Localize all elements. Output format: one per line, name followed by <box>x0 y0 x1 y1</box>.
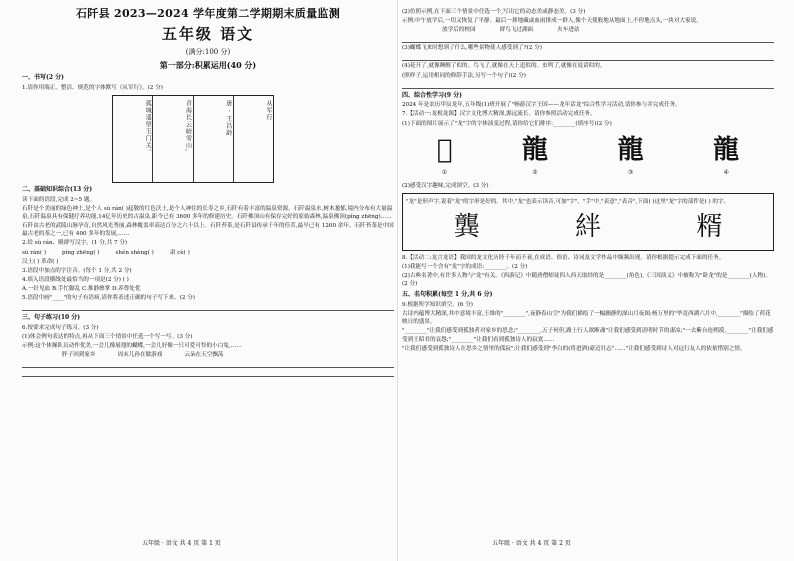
question-4-options: A.一针见血 B.手忙脚乱 C.推静擦掌 D.养尊处优 <box>22 286 141 292</box>
exam-title: 石阡县 2023—2024 学年度第二学期期末质量监测 <box>76 7 340 20</box>
question-r4b: (照样子,运用相同的修辞手法,另写一个句子)(2 分) <box>402 72 526 79</box>
fold-line <box>397 0 398 561</box>
question-4: 4.填入语段横线处最恰当的一项是(2 分) ( ) <box>22 276 129 283</box>
dragon-glyph-2: 龍 ② <box>521 134 548 177</box>
dragon-glyph-3: 龍 ③ <box>617 134 644 177</box>
page-right <box>402 0 774 561</box>
pinyin-blank[interactable]: shén shèng( ) <box>115 249 154 256</box>
scene-option: 云朵在天空飘荡 <box>184 352 224 359</box>
dragon-glyph-4: 龍 ④ <box>713 134 740 177</box>
question-r3: (3)蝴蝶飞来时想到了什么,哪些景物使人感受到了?(2 分) <box>402 45 542 52</box>
poem-author: 唐 · 王昌龄 <box>194 96 234 182</box>
answer-line[interactable] <box>402 35 774 43</box>
grade-subject: 五年级 语文 <box>161 24 255 43</box>
answer-line[interactable] <box>22 360 394 368</box>
pinyin-blank[interactable]: sù rán( ) <box>22 249 47 256</box>
dragon-glyphs <box>402 132 774 178</box>
question-9a: 古诗内蕴博大精深,其中意境丰富,王维的"________",夜静春山空"为我们描绘了一幅幽静的深山月夜图;杨万里的"毕竟西湖六月中,________"描绘了荷花映日的盛景。 <box>402 311 771 326</box>
scene-options <box>442 26 774 34</box>
question-9b: "________"让我们感受到孤独者对家乡的思念;"________,五子何但,路上行人欲断魂"让我们感受到清明时节的凄凉;"一去紫台连朔漠,________"让我们感受到王昭君的哀怨;"________"让我们看到孤独诗人的寂寞…… <box>402 328 774 343</box>
question-r2-example: 示例:中午放学后,一切又恢复了平静。最后一排地藏或血雨排成一群人,像个天使般地从地面上,不停地点头,一块对大家说。 <box>402 18 702 25</box>
question-8: 8.【活动二:龙言龙语】我国的龙文化历经千年而不衰,在成语、俗语、诗词及文学作品中频频出现。请你根据提示完成下面的任务。 <box>402 254 725 261</box>
answer-line[interactable] <box>402 81 774 89</box>
pinyin-blank[interactable]: píng zhēng( ) <box>62 249 100 256</box>
question-6a: (1)体会例句表达的特点,再从下面三个情景中任选一个写一写。(3 分) <box>22 334 193 341</box>
seal-glyph: 糈 <box>696 212 723 243</box>
pinyin-row <box>22 249 394 257</box>
scene-option: 周末儿孙在做游戏 <box>117 352 163 359</box>
question-8b: (2)古典名著中,有许多人物与"龙"有关。《西游记》中随唐僧师徒四人西天取经的是________(角色),《三国演义》中被称为"卧龙"的是________(人物)。(2 分) <box>402 273 771 288</box>
page-left <box>22 0 394 561</box>
passage-paragraph: 石阡是个美丽的绿色神土,是个人 sù rán( )起敬的红色沃土,是个人神往的长寿之乡,石阡有着丰富的温泉资源。石阡温泉水,树木葱郁,境内分布有大量温泉,石阡温泉具有保健疗养功能,14亿年历史的古温泉,距今已有 3600 多年的修建历史。石阡佛顶山有保存完好的原始森林,温泉佛顶(pǐng zhēng)…… <box>22 206 393 221</box>
section-4-intro: 2024 年是农历甲辰龙年,五年级(1)班开展了"畅游汉字王国——龙年话龙"综合性学习活动,请你参与并完成任务。 <box>402 102 681 109</box>
poem-grid <box>112 95 274 183</box>
part-heading: 第一部分:积累运用(40 分) <box>159 59 257 70</box>
question-2: 2.给 sù rán、殿群写汉字。(1 分,共 7 分) <box>22 240 128 247</box>
dragon-glyph-1: 𢖨 ① <box>436 134 453 177</box>
section-2-intro: 读下面的语段,完成 2~5 题。 <box>22 196 96 203</box>
glyph-frame <box>402 193 774 251</box>
seal-glyph: 龔 <box>453 212 480 243</box>
answer-line[interactable] <box>402 53 774 61</box>
answer-line[interactable] <box>22 303 394 311</box>
page-footer: 五年级 · 语文 共 4 页 第 2 页 <box>492 540 571 548</box>
seal-glyphs <box>406 209 770 247</box>
frame-text: "龙"是形声字,说着"龙"的字形是好的。其中,"龙"也表示读音,可加"字"、"手"中,"表意","表音",下面( )这里"龙"字的部件是( ) 的字。 <box>406 199 730 206</box>
question-9: 9.根据所学知识填空。(6 分) <box>402 302 473 309</box>
question-1: 1.请你用端正、整洁、规范的字体默写《从军行》。(2 分) <box>22 85 163 92</box>
scene-option: 放学后的校园 <box>442 27 476 34</box>
answer-line[interactable] <box>22 369 394 377</box>
section-5-heading: 五、名句积累(每空 1 分,共 6 分) <box>402 291 493 299</box>
question-2b: 汉土( ) 革命( ) <box>22 258 59 265</box>
question-5: 5.语段中画"____"的句子有语病,请你将表述正确的句子写下来。(2 分) <box>22 295 195 302</box>
passage-paragraph: 石阡由古老的武陵山脉孕育,自然风光秀丽,森林覆盖率高达百分之六十以上。石阡苔茶,是石阡县传承千年的佳茗,最早已有 1200 余年。石阡苔茶是中国最古老的茶之一,已有 400 多年的发展,…… <box>22 223 394 238</box>
question-7a: (1)下面的图片展示了"龙"字的字体演变过程,请你给它们排序:________(填序号)(2 分) <box>402 120 612 127</box>
scene-option: 火车进站 <box>557 27 580 34</box>
section-2-heading: 二、基础知识综合(13 分) <box>22 186 93 194</box>
question-7: 7.【活动一:龙根龙源】汉字文化博大精深,源远流长。请你参照活动完成任务。 <box>402 111 596 118</box>
section-4-heading: 四、综合性学习(9 分) <box>402 91 462 99</box>
pinyin-blank[interactable]: 肃 cè( ) <box>169 249 190 256</box>
question-6: 6.按要求完成句子练习。(3 分) <box>22 324 99 331</box>
seal-glyph: 絆 <box>574 212 601 243</box>
question-3: 3.语段中加点的字注音。(每个 1 分,共 2 分) <box>22 267 132 274</box>
question-7b: (2)感受汉字趣味,完成填空。(3 分) <box>402 183 489 190</box>
section-3-heading: 三、句子练习(10 分) <box>22 314 81 322</box>
poem-line: 孤城遥望玉门关。 <box>113 96 153 182</box>
page-footer: 五年级 · 语文 共 4 页 第 1 页 <box>142 540 221 548</box>
scene-option: 胖子回到家乡 <box>62 352 96 359</box>
full-score: (满分:100 分) <box>185 47 231 56</box>
poem-title: 从军行 <box>265 100 272 122</box>
question-8a: (1)我能写一个含有"龙"字的成语:________。(2 分) <box>402 264 528 271</box>
question-6-example: 示例:这个体操队员动作优美,一会儿像展翅的蝴蝶,一会儿好像一只可爱可怜的小白兔,…… <box>22 343 242 350</box>
question-r2: (2)仿照示例,在下面三个情景中任选一个,写出它的动态美或静态美。(3 分) <box>402 9 586 15</box>
poem-line: 青海长云暗雪山, <box>153 96 193 182</box>
section-1-heading: 一、书写(2 分) <box>22 74 64 82</box>
question-9c: "让我们感受到孤独诗人在思乡之情里的孤寂";让我们感受到"李白的(将进酒)豪迈壮志"……"让我们感受到诗人对远行友人的依依惜别之情。 <box>402 345 746 352</box>
scene-option: 群鸟飞过湖面 <box>499 27 534 34</box>
question-r4: (4)花开了,就像睡醒了似的。鸟飞了,就像在天上追似的。虫鸣了,就像在说话似的。 <box>402 63 606 70</box>
scene-options <box>62 351 394 359</box>
